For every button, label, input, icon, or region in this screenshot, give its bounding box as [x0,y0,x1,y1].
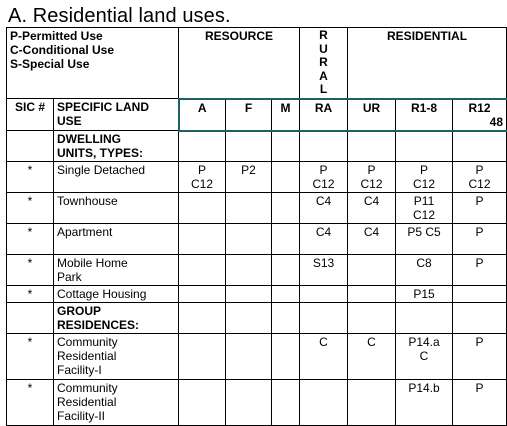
page-title: A. Residential land uses. [8,5,231,27]
zone-header-a: A [179,99,226,131]
label-line: Park [57,270,82,284]
land-use-label [54,193,179,224]
label-line: UNITS, TYPES: [57,146,144,160]
zone-cell-a [179,334,226,380]
residential-group-header: RESIDENTIAL [348,28,507,99]
zone-value: P5 C5 [407,225,441,239]
zone-header-m: M [272,99,300,131]
zone-value: C12 [413,177,436,191]
land-use-label [54,380,179,426]
zone-cell-a [179,286,226,303]
zone-cell-a [179,303,226,334]
specific-land-use-header [54,99,179,131]
zone-cell-f [226,303,272,334]
zone-cell-m [272,303,300,334]
zone-cell-a [179,380,226,426]
zone-cell-ra [300,162,348,193]
header-line: SPECIFIC LAND [57,100,150,114]
zone-value: P [319,163,328,177]
table-row [7,334,507,380]
legend-conditional: C-Conditional Use [10,43,114,57]
zone-cell-r1-8 [396,131,453,162]
zone-value: C4 [315,194,332,208]
zone-cell-r1-8 [396,162,453,193]
zone-cell-ra [300,380,348,426]
zone-cell-r1-8 [396,303,453,334]
zone-cell-ur [348,193,396,224]
column-header-row [7,99,507,131]
resource-group-header: RESOURCE [179,28,300,99]
label-line: Residential [57,395,117,409]
zone-value: C12 [190,177,213,191]
table-row [7,255,507,286]
zone-cell-ur [348,162,396,193]
sic-cell [7,131,54,162]
zone-value: P11 [413,194,435,208]
zone-value: P [367,163,376,177]
sic-cell: * [7,162,54,193]
label-line: DWELLING [57,132,121,146]
table-row [7,380,507,426]
header-line: R12 [468,100,491,115]
zone-cell-r12 [453,162,507,193]
zone-cell-r1-8 [396,380,453,426]
land-use-label [54,162,179,193]
label-line: RESIDENCES: [57,318,140,332]
zone-value: C12 [360,177,383,191]
zone-cell-f [226,224,272,255]
legend-permitted: P-Permitted Use [10,29,103,43]
zone-cell-ra [300,334,348,380]
zone-value: C8 [416,256,432,270]
zone-cell-m [272,286,300,303]
zone-cell-m [272,380,300,426]
zone-cell-ur [348,334,396,380]
rural-letter: U [319,41,328,56]
section-label [54,131,179,162]
zone-value: C [419,349,429,363]
table-row [7,162,507,193]
zone-cell-a [179,131,226,162]
zone-cell-f [226,131,272,162]
zone-value: C [367,335,376,349]
zone-value: C12 [312,177,335,191]
label-line: GROUP [57,304,102,318]
sic-cell: * [7,224,54,255]
zone-cell-ur [348,255,396,286]
zone-value: C4 [315,225,332,239]
zone-cell-r1-8 [396,334,453,380]
sic-cell: * [7,334,54,380]
label-line: Facility-I [57,363,102,377]
zone-cell-r1-8 [396,255,453,286]
zone-cell-r12 [453,380,507,426]
zone-value: P14.a [408,335,440,349]
sic-column-header: SIC # [7,99,54,131]
header-line: USE [57,114,82,128]
use-legend [7,28,179,99]
zone-cell-r12 [453,303,507,334]
header-line: 48 [489,114,504,129]
rural-letter: A [319,68,328,83]
zone-cell-ra [300,286,348,303]
zone-cell-f [226,334,272,380]
zone-cell-ra [300,224,348,255]
label-line: Townhouse [57,194,118,208]
label-line: Apartment [57,225,113,239]
zone-header-f: F [226,99,272,131]
zone-cell-m [272,334,300,380]
table-row [7,193,507,224]
zone-cell-a [179,255,226,286]
zone-value: P [475,256,484,270]
zone-cell-a [179,193,226,224]
zone-cell-m [272,162,300,193]
label-line: Community [57,381,118,395]
table-row [7,286,507,303]
zone-cell-f [226,286,272,303]
legend-special: S-Special Use [10,57,90,71]
section-row [7,131,507,162]
zone-cell-f [226,380,272,426]
zone-cell-r1-8 [396,193,453,224]
sic-cell [7,303,54,334]
zone-value: P [197,163,206,177]
zone-cell-f [226,255,272,286]
zone-header-ra: RA [300,99,348,131]
group-header-row [7,28,507,99]
zone-cell-ur [348,286,396,303]
zone-cell-m [272,224,300,255]
section-label [54,303,179,334]
zone-value: C4 [363,225,380,239]
zone-cell-r12 [453,131,507,162]
zone-cell-r12 [453,193,507,224]
land-use-label [54,224,179,255]
zone-value: P14.b [408,381,440,395]
sic-cell: * [7,380,54,426]
zone-value: P [420,163,429,177]
zone-value: P [475,381,484,395]
sic-cell: * [7,255,54,286]
zone-cell-a [179,224,226,255]
rural-letter: R [319,28,328,42]
zone-header-r12-48 [453,99,507,131]
table-row [7,224,507,255]
zone-value: C4 [363,194,380,208]
zone-header-r1-8: R1-8 [396,99,453,131]
zone-cell-a [179,162,226,193]
zone-cell-f [226,162,272,193]
zone-value: P [475,163,484,177]
zone-cell-r1-8 [396,224,453,255]
zone-cell-ur [348,224,396,255]
rural-group-header [300,28,348,99]
table-body [7,28,507,426]
zone-cell-ur [348,303,396,334]
zone-value: P [475,335,484,349]
zone-value: P [475,225,484,239]
zone-cell-m [272,131,300,162]
rural-letter: L [319,82,328,96]
zone-cell-ur [348,131,396,162]
zone-header-ur: UR [348,99,396,131]
zone-value: C12 [468,177,491,191]
zone-cell-r12 [453,286,507,303]
rural-letter: R [319,55,328,69]
label-line: Mobile Home [57,256,128,270]
zone-value: P [475,194,484,208]
zone-cell-ur [348,380,396,426]
sic-cell: * [7,286,54,303]
zone-cell-r1-8 [396,286,453,303]
zone-value: P2 [241,163,256,177]
zone-value: P15 [413,287,435,301]
zone-value: S13 [312,256,335,270]
zone-value: C12 [413,208,436,222]
zone-cell-m [272,255,300,286]
land-use-label [54,286,179,303]
zone-cell-ra [300,193,348,224]
label-line: Single Detached [57,163,146,177]
label-line: Community [57,335,118,349]
land-use-label [54,255,179,286]
label-line: Facility-II [57,409,105,423]
section-row [7,303,507,334]
zone-cell-ra [300,255,348,286]
land-use-label [54,334,179,380]
zone-cell-f [226,193,272,224]
zone-cell-m [272,193,300,224]
zone-cell-r12 [453,255,507,286]
label-line: Residential [57,349,117,363]
label-line: Cottage Housing [57,287,147,301]
sic-cell: * [7,193,54,224]
zone-cell-ra [300,131,348,162]
land-use-table [6,27,507,426]
zone-cell-ra [300,303,348,334]
zone-cell-r12 [453,334,507,380]
zone-cell-r12 [453,224,507,255]
zone-value: C [319,335,328,349]
